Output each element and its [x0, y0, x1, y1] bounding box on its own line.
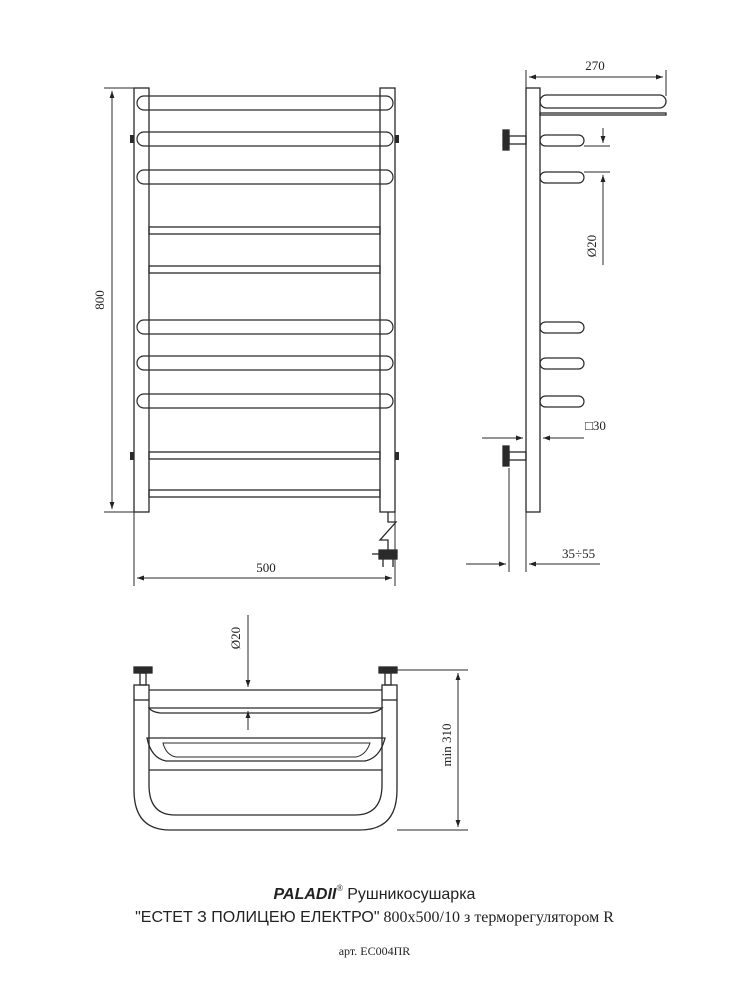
front-height-dimension — [104, 88, 134, 512]
bottom-height-dimension — [397, 670, 468, 830]
side-spacing-label: Ø20 — [584, 234, 599, 258]
front-shelf-bar — [149, 227, 380, 234]
front-shelf-bar — [149, 452, 380, 459]
front-width-label: 500 — [256, 560, 276, 575]
product-type: Рушникосушарка — [347, 886, 476, 903]
side-shelf-tube-inner — [540, 113, 666, 115]
article-number: арт. ЕС004ПR — [338, 944, 411, 958]
registered-mark: ® — [336, 883, 344, 893]
front-height-label: 800 — [92, 290, 107, 310]
model-spec: 800х500/10 з терморегулятором R — [383, 909, 614, 926]
model-name: "ЕСТЕТ З ПОЛИЦЕЮ ЕЛЕКТРО" — [135, 909, 380, 926]
front-right-post — [380, 88, 395, 512]
electric-plug-icon — [372, 512, 397, 567]
bottom-wall-bracket-right — [379, 667, 397, 700]
side-gap-label: 35÷55 — [562, 546, 596, 561]
side-depth-label: 270 — [585, 58, 605, 73]
bottom-view — [134, 667, 397, 830]
side-short-bars — [540, 135, 584, 407]
bottom-back-bar-inner — [149, 708, 382, 713]
side-wall-bracket-bottom — [503, 446, 526, 466]
bottom-wall-bracket-left — [134, 667, 152, 700]
side-view — [503, 88, 666, 512]
front-shelf-bar — [149, 490, 380, 497]
front-left-post — [134, 88, 149, 512]
brand-name: PALADII — [273, 886, 337, 903]
front-shelf-upper — [149, 227, 380, 273]
side-wall-bracket-top — [503, 130, 526, 150]
front-shelf-bar — [149, 266, 380, 273]
side-profile-label: □30 — [585, 418, 606, 433]
caption-model-line — [0, 909, 749, 927]
front-bar — [137, 320, 393, 334]
front-bar — [137, 170, 393, 184]
front-shelf-lower — [149, 452, 380, 497]
side-post — [526, 88, 540, 512]
front-bar — [137, 356, 393, 370]
bottom-tube-label: Ø20 — [228, 626, 243, 650]
bottom-shelf-plate — [147, 738, 385, 761]
front-rounded-bars — [137, 96, 393, 408]
side-shelf-tube — [540, 95, 666, 108]
front-bar — [137, 96, 393, 110]
caption-title-line — [0, 883, 749, 904]
bottom-height-label: min 310 — [439, 723, 454, 767]
side-depth-dimension — [526, 70, 666, 96]
bottom-frame-outer — [134, 700, 397, 830]
front-bar — [137, 132, 393, 146]
front-bar — [137, 394, 393, 408]
front-view — [130, 88, 399, 567]
